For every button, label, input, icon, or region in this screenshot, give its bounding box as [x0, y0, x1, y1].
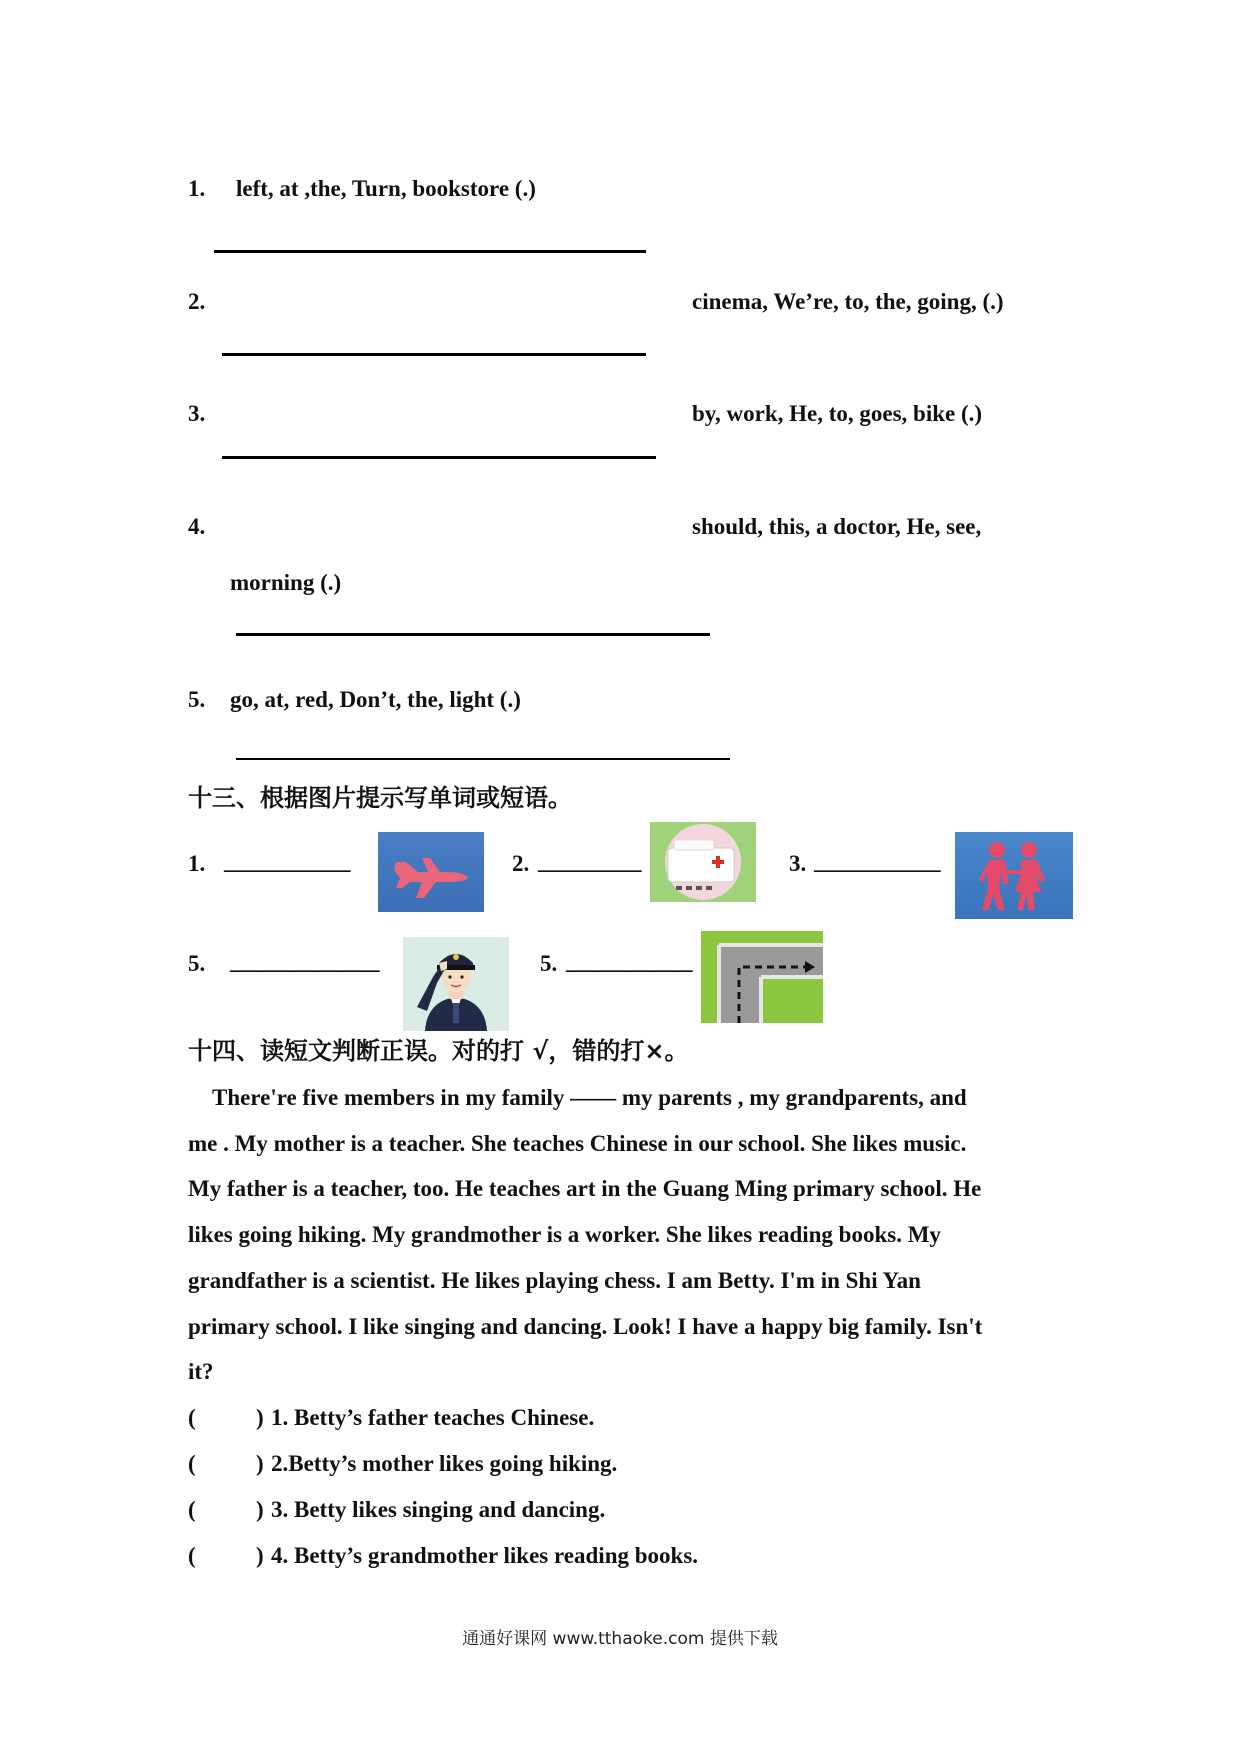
item-number: 5.	[188, 687, 206, 712]
answer-line[interactable]	[236, 633, 710, 636]
question-text: 3. Betty likes singing and dancing.	[271, 1497, 606, 1522]
section-heading: 十三、根据图片提示写单词或短语。	[188, 784, 572, 812]
passage-line: primary school. I like singing and dancing. Look! I have a happy big family. Isn't	[188, 1313, 983, 1339]
answer-blank[interactable]: ___________	[566, 949, 693, 974]
answer-box[interactable]	[200, 1446, 250, 1476]
passage-line: likes going hiking. My grandmother is a worker. She likes reading books. My	[188, 1222, 941, 1248]
scrambled-words: by, work, He, to, goes, bike (.)	[692, 401, 983, 426]
scrambled-words: cinema, We’re, to, the, going, (.)	[692, 289, 1004, 314]
turn-right-road-icon	[701, 931, 823, 1023]
close-paren: )	[256, 1451, 264, 1476]
close-paren: )	[256, 1405, 264, 1430]
item-number: 5.	[188, 951, 206, 976]
passage-line: There're five members in my family —— my parents , my grandparents, and	[212, 1085, 967, 1110]
open-paren: (	[188, 1405, 196, 1430]
answer-box[interactable]	[200, 1538, 250, 1568]
scrambled-words: go, at, red, Don’t, the, light (.)	[230, 687, 521, 712]
answer-line[interactable]	[222, 353, 646, 356]
item-number: 5.	[540, 951, 558, 976]
scrambled-words: should, this, a doctor, He, see,	[692, 514, 982, 539]
item-number: 3.	[188, 401, 206, 426]
question-text: 1. Betty’s father teaches Chinese.	[271, 1405, 595, 1430]
question-text: 2.Betty’s mother likes going hiking.	[271, 1451, 618, 1476]
item-number: 1.	[188, 851, 206, 876]
answer-box[interactable]	[200, 1492, 250, 1522]
open-paren: (	[188, 1497, 196, 1522]
item-number: 2.	[188, 289, 206, 314]
answer-line[interactable]	[236, 758, 730, 760]
answer-blank[interactable]: _________	[538, 849, 642, 874]
police-officer-icon	[403, 937, 509, 1031]
close-paren: )	[256, 1543, 264, 1568]
item-number: 2.	[512, 851, 530, 876]
scrambled-words: left, at ,the, Turn, bookstore (.)	[236, 176, 536, 201]
answer-blank[interactable]: ___________	[814, 849, 941, 874]
airplane-icon	[378, 832, 484, 912]
item-number: 1.	[188, 176, 206, 201]
answer-line[interactable]	[214, 250, 646, 253]
answer-blank[interactable]: _____________	[230, 949, 380, 974]
item-number: 3.	[789, 851, 807, 876]
page-footer: 通通好课网 www.tthaoke.com 提供下载	[462, 1629, 778, 1649]
section-heading: 十四、读短文判断正误。对的打 √，错的打×。	[188, 1037, 689, 1065]
passage-line: me . My mother is a teacher. She teaches Chinese in our school. She likes music.	[188, 1130, 967, 1156]
open-paren: (	[188, 1451, 196, 1476]
walking-kids-icon	[955, 832, 1073, 919]
question-text: 4. Betty’s grandmother likes reading books.	[271, 1543, 699, 1568]
passage-line: it?	[188, 1359, 214, 1385]
scrambled-words-continued: morning (.)	[230, 570, 342, 595]
close-paren: )	[256, 1497, 264, 1522]
answer-blank[interactable]: ___________	[224, 849, 351, 874]
passage-line: grandfather is a scientist. He likes playing chess. I am Betty. I'm in Shi Yan	[188, 1267, 921, 1293]
item-number: 4.	[188, 514, 206, 539]
reading-passage	[188, 1075, 1068, 1395]
passage-line: My father is a teacher, too. He teaches art in the Guang Ming primary school. He	[188, 1176, 982, 1202]
answer-box[interactable]	[200, 1400, 250, 1430]
ambulance-icon	[650, 822, 756, 902]
open-paren: (	[188, 1543, 196, 1568]
answer-line[interactable]	[222, 456, 656, 459]
